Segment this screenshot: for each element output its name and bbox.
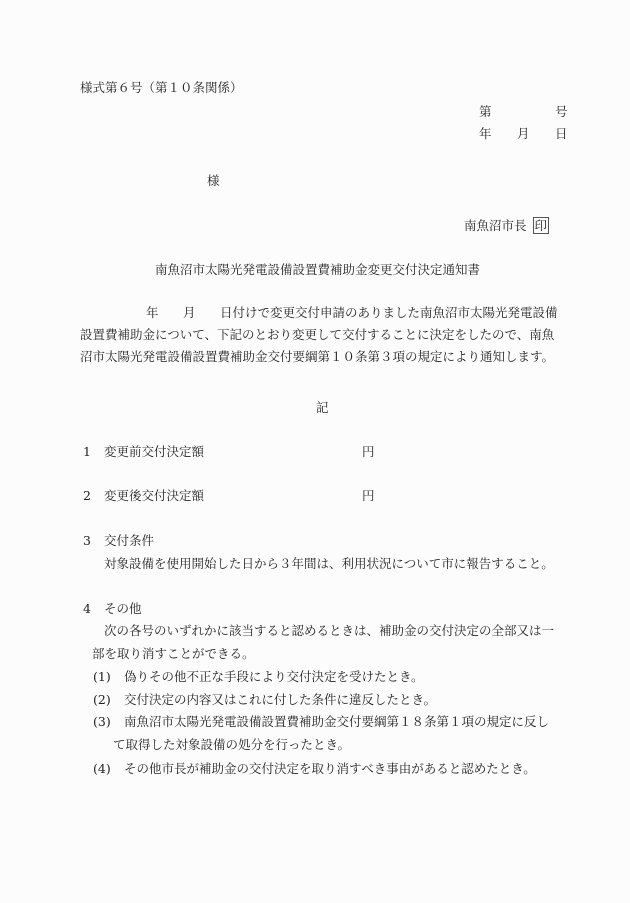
item-4-text-line-2: 部を取り消すことができる。 [92, 646, 255, 661]
document-number-suffix: 号 [555, 104, 568, 119]
date-month: 月 [517, 126, 530, 141]
ki-heading: 記 [316, 400, 329, 415]
item-1-unit: 円 [362, 444, 375, 459]
subitem-1-number: (1) [93, 669, 111, 684]
document-number-prefix: 第 [479, 104, 492, 119]
item-3-number: 3 [83, 533, 91, 548]
form-label: 様式第６号（第１０条関係） [80, 80, 243, 95]
item-4-text-line-1: 次の各号のいずれかに該当すると認めるときは、補助金の交付決定の全部又は一 [104, 623, 555, 638]
item-3-text: 対象設備を使用開始した日から３年間は、利用状況について市に報告すること。 [104, 556, 554, 571]
issuer-name: 南魚沼市長 [464, 218, 527, 233]
item-2-unit: 円 [362, 488, 375, 503]
body-line-1: 日付けで変更交付申請のありました南魚沼市太陽光発電設備 [220, 305, 558, 320]
item-4-label: その他 [104, 601, 142, 616]
addressee-honorific: 様 [207, 173, 220, 188]
item-1-number: 1 [83, 444, 91, 459]
date-day: 日 [555, 126, 568, 141]
issuer-block [464, 217, 549, 234]
body-line-3: 沼市太陽光発電設備設置費補助金交付要綱第１０条第３項の規定により通知します。 [80, 349, 555, 364]
body-line-2: 設置費補助金について、下記のとおり変更して交付することに決定をしたので、南魚 [80, 327, 555, 342]
subitem-1-text: 偽りその他不正な手段により交付決定を受けたとき。 [124, 669, 424, 684]
subitem-3-text: 南魚沼市太陽光発電設備設置費補助金交付要綱第１８条第１項の規定に反し [124, 714, 550, 729]
subitem-2-number: (2) [93, 692, 111, 707]
subitem-4-number: (4) [93, 761, 111, 776]
body-year: 年 [146, 305, 159, 320]
item-3-label: 交付条件 [104, 533, 155, 548]
subitem-2-text: 交付決定の内容又はこれに付した条件に違反したとき。 [124, 692, 437, 707]
item-2-number: 2 [83, 488, 91, 503]
body-month: 月 [183, 305, 196, 320]
item-1-label: 変更前交付決定額 [104, 444, 205, 459]
seal-icon: 印 [534, 218, 548, 233]
item-4-number: 4 [83, 601, 91, 616]
item-2-label: 変更後交付決定額 [104, 488, 205, 503]
date-year: 年 [479, 126, 492, 141]
subitem-3-number: (3) [93, 714, 111, 729]
subitem-3-text-cont: て取得した対象設備の処分を行ったとき。 [113, 737, 351, 752]
subitem-4-text: その他市長が補助金の交付決定を取り消すべき事由があると認めたとき。 [124, 761, 536, 776]
document-title: 南魚沼市太陽光発電設備設置費補助金変更交付決定通知書 [155, 262, 481, 277]
